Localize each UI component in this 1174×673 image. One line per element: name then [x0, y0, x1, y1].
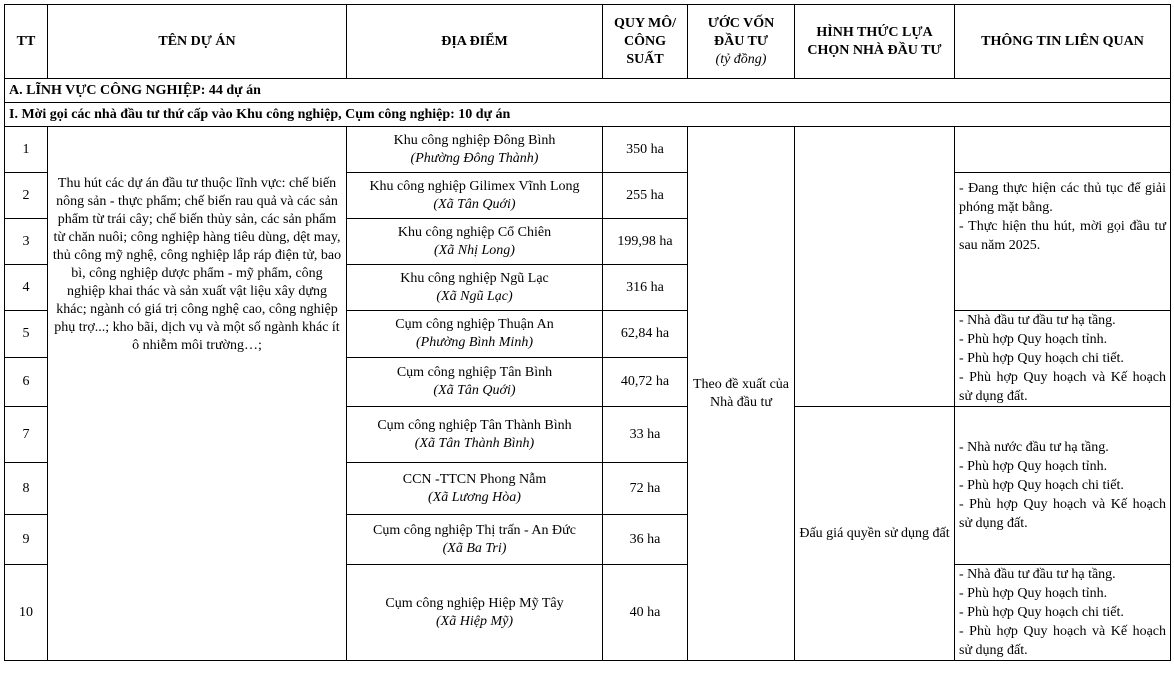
location-place: (Xã Hiệp Mỹ) [436, 613, 513, 629]
location-place: (Xã Lương Hòa) [428, 489, 521, 505]
location-name: Cụm công nghiệp Tân Bình [396, 364, 553, 380]
row-tt: 1 [5, 127, 48, 173]
table-row [5, 127, 1171, 173]
row-scale: 36 ha [603, 515, 688, 565]
row-scale: 62,84 ha [603, 311, 688, 358]
info-line: - Phù hợp Quy hoạch tỉnh. [959, 586, 1108, 601]
row-location [347, 463, 603, 515]
header-investment [688, 5, 795, 79]
header-investment-label: ƯỚC VỐN ĐẦU TƯ [707, 15, 775, 49]
info-line: - Phù hợp Quy hoạch chi tiết. [959, 605, 1124, 620]
header-tt: TT [5, 5, 48, 79]
location-name: Cụm công nghiệp Thuận An [395, 316, 554, 332]
location-place: (Xã Tân Quới) [433, 382, 516, 398]
info-line: - Phù hợp Quy hoạch chi tiết. [959, 478, 1124, 493]
info-group-3 [955, 407, 1171, 565]
info-line: - Phù hợp Quy hoạch tỉnh. [959, 332, 1108, 347]
info-line: - Phù hợp Quy hoạch và Kế hoạch sử dụng đất. [959, 624, 1166, 658]
section-a-row [5, 79, 1171, 103]
section-i-row [5, 103, 1171, 127]
info-line: - Thực hiện thu hút, mời gọi đầu tư sau năm 2025. [959, 219, 1166, 253]
header-related-info: THÔNG TIN LIÊN QUAN [955, 5, 1171, 79]
row-location [347, 219, 603, 265]
location-name: Cụm công nghiệp Hiệp Mỹ Tây [385, 595, 564, 611]
location-place: (Phường Bình Minh) [416, 334, 533, 350]
investment-value: Theo đề xuất của Nhà đầu tư [688, 127, 795, 661]
info-line: - Nhà đầu tư đầu tư hạ tầng. [959, 313, 1116, 328]
project-description: Thu hút các dự án đầu tư thuộc lĩnh vực: chế biến nông sản - thực phẩm; chế biến rau quả và các sản phẩm từ trái cây; chế biến thủy sản, các sản phẩm từ chăn nuôi; công nghiệp hàng tiêu dùng, dệt may, thủ công mỹ nghệ, công nghiệp lắp ráp điện tử, bao bì, công nghiệp dược phẩm - mỹ phẩm, công nghiệp khai thác và sản xuất vật liệu xây dựng khác; ngành có giá trị công nghệ cao, công nghiệp phụ trợ...; kho bãi, dịch vụ và một số ngành khác ít ô nhiễm môi trường…; [48, 127, 347, 661]
location-place: (Xã Tân Thành Bình) [414, 435, 535, 451]
row-location [347, 565, 603, 661]
row-tt: 7 [5, 407, 48, 463]
header-selection-method: HÌNH THỨC LỰA CHỌN NHÀ ĐẦU TƯ [795, 5, 955, 79]
row-scale: 350 ha [603, 127, 688, 173]
location-name: Cụm công nghiệp Tân Thành Bình [377, 417, 572, 433]
location-name: Khu công nghiệp Đông Bình [393, 132, 556, 148]
row-tt: 5 [5, 311, 48, 358]
location-name: Cụm công nghiệp Thị trấn - An Đức [373, 522, 576, 538]
selection-method: Đấu giá quyền sử dụng đất [795, 407, 955, 661]
row-scale: 199,98 ha [603, 219, 688, 265]
row-tt: 4 [5, 265, 48, 311]
info-group-4 [955, 565, 1171, 661]
section-a-title: A. LĨNH VỰC CÔNG NGHIỆP: 44 dự án [5, 79, 1171, 103]
row-scale: 40 ha [603, 565, 688, 661]
info-group-1 [955, 173, 1171, 311]
row-location [347, 311, 603, 358]
location-place: (Phường Đông Thành) [410, 150, 539, 166]
row-location [347, 173, 603, 219]
row-tt: 2 [5, 173, 48, 219]
header-row [5, 5, 1171, 79]
info-group-2 [955, 311, 1171, 407]
info-line: - Phù hợp Quy hoạch chi tiết. [959, 351, 1124, 366]
selection-method-empty [795, 127, 955, 407]
location-name: Khu công nghiệp Gilimex Vĩnh Long [369, 178, 580, 194]
location-name: Khu công nghiệp Ngũ Lạc [400, 270, 549, 286]
location-name: Khu công nghiệp Cổ Chiên [397, 224, 552, 240]
row-tt: 3 [5, 219, 48, 265]
info-line: - Phù hợp Quy hoạch và Kế hoạch sử dụng đất. [959, 370, 1166, 404]
info-line: - Phù hợp Quy hoạch tỉnh. [959, 459, 1108, 474]
row-tt: 10 [5, 565, 48, 661]
info-line: - Phù hợp Quy hoạch và Kế hoạch sử dụng đất. [959, 497, 1166, 531]
row-scale: 72 ha [603, 463, 688, 515]
row-location [347, 407, 603, 463]
row-location [347, 265, 603, 311]
header-scale: QUY MÔ/ CÔNG SUẤT [603, 5, 688, 79]
location-place: (Xã Tân Quới) [433, 196, 516, 212]
row-scale: 316 ha [603, 265, 688, 311]
row-scale: 255 ha [603, 173, 688, 219]
row-tt: 6 [5, 357, 48, 406]
location-place: (Xã Ba Tri) [442, 540, 507, 556]
header-location: ĐỊA ĐIỂM [347, 5, 603, 79]
header-investment-unit: (tỷ đồng) [715, 51, 767, 67]
location-place: (Xã Ngũ Lạc) [436, 288, 513, 304]
row-scale: 40,72 ha [603, 357, 688, 406]
header-project-name: TÊN DỰ ÁN [48, 5, 347, 79]
info-empty [955, 127, 1171, 173]
row-location [347, 127, 603, 173]
row-tt: 9 [5, 515, 48, 565]
info-line: - Đang thực hiện các thủ tục để giải phóng mặt bằng. [959, 181, 1166, 215]
investment-projects-table [4, 4, 1171, 661]
row-tt: 8 [5, 463, 48, 515]
info-line: - Nhà đầu tư đầu tư hạ tầng. [959, 567, 1116, 582]
row-location [347, 515, 603, 565]
location-name: CCN -TTCN Phong Nẫm [402, 471, 547, 487]
row-scale: 33 ha [603, 407, 688, 463]
section-i-title: I. Mời gọi các nhà đầu tư thứ cấp vào Khu công nghiệp, Cụm công nghiệp: 10 dự án [5, 103, 1171, 127]
row-location [347, 357, 603, 406]
location-place: (Xã Nhị Long) [434, 242, 515, 258]
info-line: - Nhà nước đầu tư hạ tầng. [959, 440, 1109, 455]
